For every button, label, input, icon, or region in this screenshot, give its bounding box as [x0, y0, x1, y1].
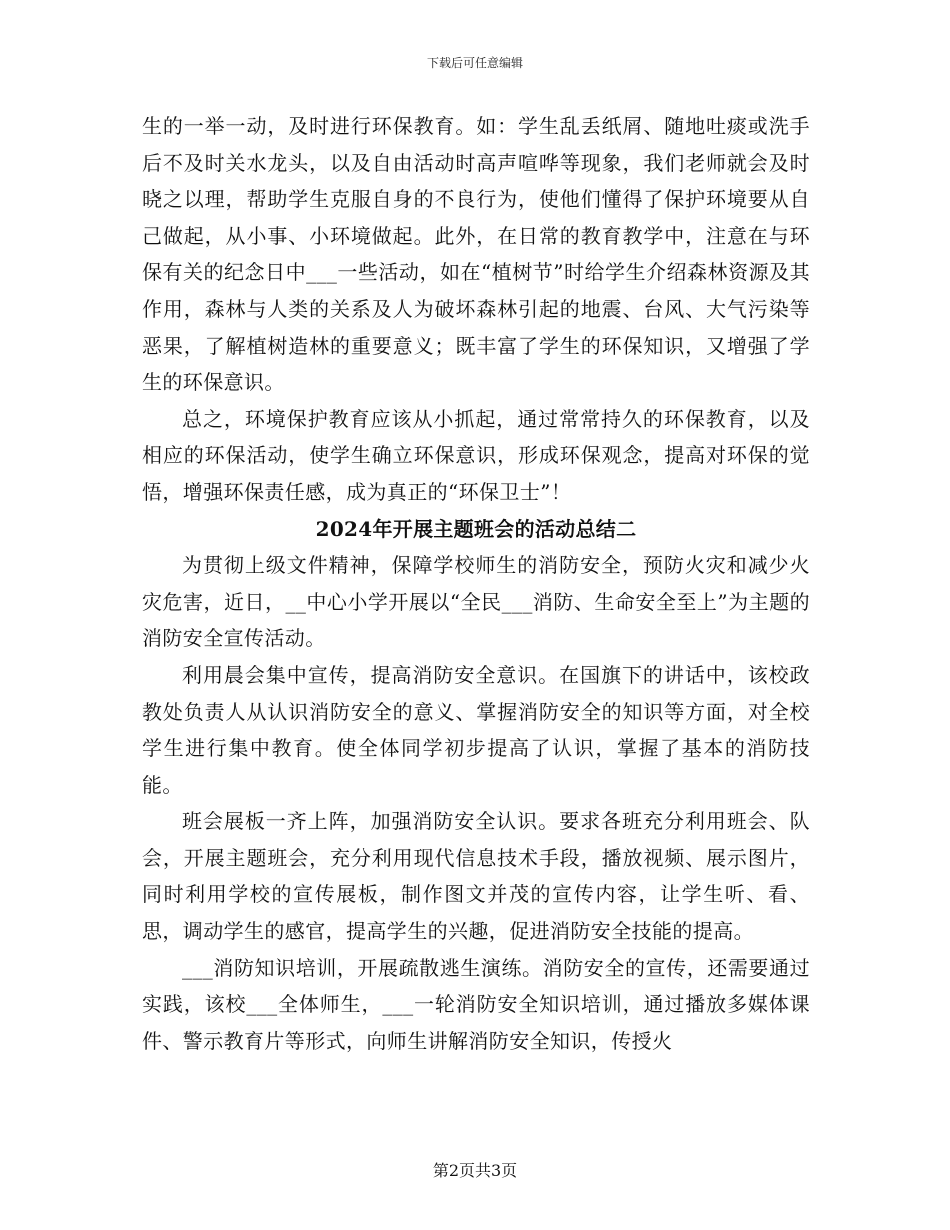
paragraph-summary: 总之，环境保护教育应该从小抓起，通过常常持久的环保教育，以及相应的环保活动，使学生确立环保意识，形成环保观念，提高对环保的觉悟，增强环保责任感，成为真正的“环保卫士”！: [142, 406, 810, 504]
paragraph-2: 利用晨会集中宣传，提高消防安全意识。在国旗下的讲话中，该校政教处负责人从认识消防安全的意义、掌握消防安全的知识等方面，对全校学生进行集中教育。使全体同学初步提高了认识，掌握了基本的消防技能。: [142, 662, 810, 797]
document-body: [142, 108, 810, 1059]
paragraph-3: 班会展板一齐上阵，加强消防安全认识。要求各班充分利用班会、队会，开展主题班会，充分利用现代信息技术手段，播放视频、展示图片，同时利用学校的宣传展板，制作图文并茂的宣传内容，让学生听、看、思，调动学生的感官，提高学生的兴趣，促进消防安全技能的提高。: [142, 809, 810, 944]
paragraph-4: ___消防知识培训，开展疏散逃生演练。消防安全的宣传，还需要通过实践，该校___全体师生，___一轮消防安全知识培训，通过播放多媒体课件、警示教育片等形式，向师生讲解消防安全知识，传授火: [142, 955, 810, 1053]
page-number-footer: 第2页共3页: [432, 1161, 518, 1180]
section-title: 2024年开展主题班会的活动总结二: [315, 516, 637, 541]
paragraph-intro: 生的一举一动，及时进行环保教育。如：学生乱丢纸屑、随地吐痰或洗手后不及时关水龙头，以及自由活动时高声喧哗等现象，我们老师就会及时晓之以理，帮助学生克服自身的不良行为，使他们懂得了保护环境要从自己做起，从小事、小环境做起。此外，在日常的教育教学中，注意在与环保有关的纪念日中___一些活动，如在“植树节”时给学生介绍森林资源及其作用，森林与人类的关系及人为破坏森林引起的地震、台风、大气污染等恶果，了解植树造林的重要意义；既丰富了学生的环保知识，又增强了学生的环保意识。: [142, 114, 810, 395]
page-header-note: 下载后可任意编辑: [426, 56, 523, 70]
paragraph-1: 为贯彻上级文件精神，保障学校师生的消防安全，预防火灾和减少火灾危害，近日，__中心小学开展以“全民___消防、生命安全至上”为主题的消防安全宣传活动。: [142, 553, 810, 651]
